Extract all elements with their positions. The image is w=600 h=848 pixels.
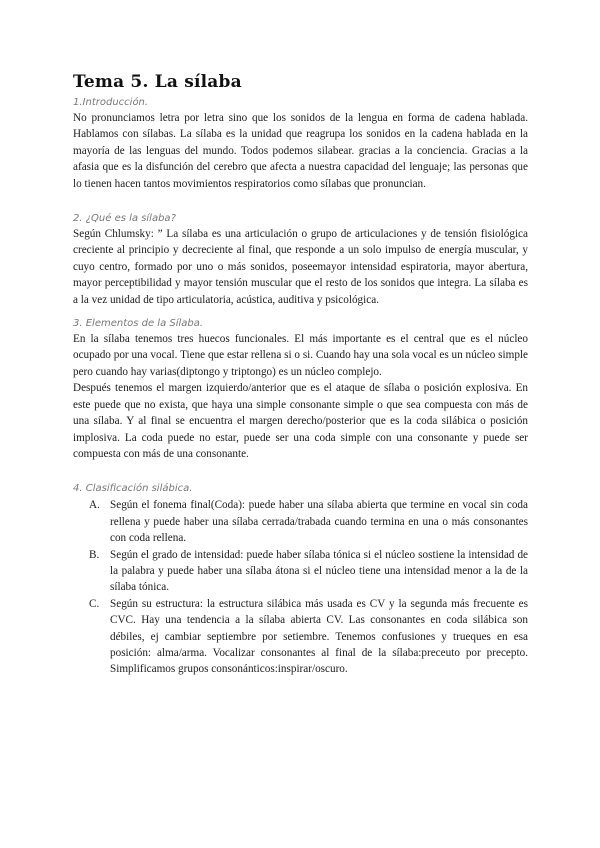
section-heading-clasificacion: 4. Clasificación silábica.: [73, 483, 193, 495]
list-marker: C.: [89, 597, 100, 610]
list-item: [73, 596, 528, 678]
list-item: [73, 497, 528, 546]
list-item-text: Según su estructura: la estructura silábica más usada es CV y la segunda más frecuente es CVC. Hay una tendencia a la sílaba abierta CV. Las consonantes en coda silábica son débiles, ej cambiar septiembre por setiembre. Tenemos confusiones y trueques en esa posición: alma/arma. Vocalizar consonantes al final de la sílaba:preceuto por precepto. Simplificamos grupos consonánticos:inspirar/oscuro.: [110, 597, 528, 676]
section-heading-elementos: 3. Elementos de la Sílaba.: [73, 318, 204, 330]
section-heading-que-es-la-silaba: 2. ¿Qué es la sílaba?: [73, 213, 176, 225]
paragraph-elementos-1: En la sílaba tenemos tres huecos funcionales. El más importante es el central que es el núcleo ocupado por una vocal. Tiene que estar rellena si o si. Cuando hay una sola vocal es un núcleo simple pero cuando hay varias(diptongo y triptongo) es un núcleo complejo.: [73, 333, 528, 378]
paragraph-introduccion: No pronunciamos letra por letra sino que los sonidos de la lengua en forma de cadena hablada. Hablamos con sílabas. La sílaba es la unidad que reagrupa los sonidos en la cadena hablada en la mayoría de las lenguas del mundo. Todos podemos silabear. gracias a la conciencia. Gracias a la afasia que es la disfunción del cerebro que afecta a nuestra capacidad del lenguaje; las personas que lo tienen hacen tantos movimientos respiratorios como sílabas que pronuncian.: [73, 112, 528, 190]
paragraph-que-es-la-silaba: Según Chlumsky: ” La sílaba es una articulación o grupo de articulaciones y de tensión fisiológica creciente al principio y decreciente al final, que responde a un solo impulso de energía muscular, y cuyo centro, formado por uno o más sonidos, poseemayor intensidad espiratoria, mayor abertura, mayor perceptibilidad y mayor tensión muscular que el resto de los sonidos que integra. La sílaba es a la vez unidad de tipo articulatoria, acústica, auditiva y psicológica.: [73, 228, 528, 306]
list-item-text: Según el fonema final(Coda): puede haber una sílaba abierta que termine en vocal sin coda rellena y puede haber una sílaba cerrada/trabada cuando termina en una o más consonantes con coda rellena.: [110, 499, 528, 545]
classification-list: [73, 497, 528, 677]
list-item: [73, 547, 528, 596]
section-heading-introduccion: 1.Introducción.: [73, 97, 149, 108]
list-item-text: Según el grado de intensidad: puede haber sílaba tónica si el núcleo sostiene la intensidad de la palabra y puede haber una sílaba átona si el núcleo tiene una intensidad menor a la de la sílaba tónica.: [110, 548, 528, 594]
list-marker: B.: [89, 548, 100, 561]
page-title: Tema 5. La sílaba: [73, 72, 242, 92]
paragraph-elementos-2: Después tenemos el margen izquierdo/anterior que es el ataque de sílaba o posición explosiva. En este puede que no exista, que haya una simple consonante simple o que sea compuesta con más de una sílaba. Y al final se encuentra el margen derecho/posterior que es la coda silábica o posición implosiva. La coda puede no estar, puede ser una coda simple con una consonante y puede ser compuesta con más de una consonante.: [73, 382, 528, 460]
list-marker: A.: [89, 499, 100, 512]
